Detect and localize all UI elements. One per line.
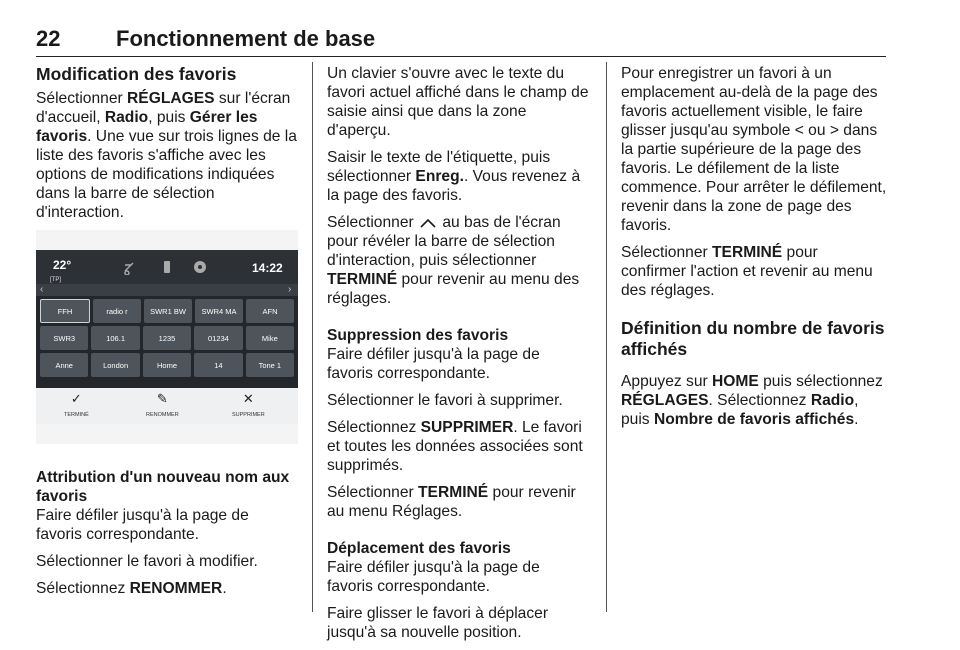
page-number: 22	[36, 26, 61, 51]
paragraph: Pour enregistrer un favori à un emplacement au-delà de la page des favoris actuellement visible, le faire glisser jusqu'au symbole < ou > dans la partie supérieure de la page des favoris. Le défilement de la liste commence. Pour arrêter le défilement, revenir dans la zone de page des favoris.	[621, 65, 887, 234]
chevron-left-icon[interactable]: ‹	[40, 284, 44, 295]
favourite-button[interactable]: 106.1	[91, 326, 139, 350]
favourite-button[interactable]: SWR1 BW	[144, 299, 192, 323]
close-icon: ✕	[242, 391, 254, 406]
favourite-button[interactable]: Anne	[40, 353, 88, 377]
column-divider	[312, 62, 313, 612]
clock: 14:22	[252, 261, 283, 275]
section-heading-count: Définition du nombre de favoris affichés	[621, 318, 885, 359]
checkmark-icon: ✓	[70, 391, 82, 406]
paragraph: Saisir le texte de l'étiquette, puis sélectionner Enreg.. Vous revenez à la page des favoris.	[327, 149, 581, 204]
settings-icon	[192, 259, 208, 275]
paragraph: Sélectionner au bas de l'écran pour révéler la barre de sélection d'interaction, puis sélectionner TERMINÉ pour revenir au menu des réglages.	[327, 214, 580, 307]
action-label: SUPPRIMER	[232, 412, 265, 418]
favourite-button[interactable]: Home	[143, 353, 191, 377]
paragraph: Sélectionner le favori à modifier.	[36, 553, 258, 570]
chevron-right-icon: >	[829, 122, 839, 139]
section-heading-rename: Attribution d'un nouveau nom aux favoris	[36, 469, 290, 505]
favourite-button[interactable]: 14	[194, 353, 242, 377]
status-bar	[36, 250, 298, 284]
favourite-button[interactable]: AFN	[246, 299, 294, 323]
chevron-up-icon	[418, 217, 438, 229]
section-heading-delete: Suppression des favoris	[327, 327, 509, 344]
favourite-button[interactable]: FFH	[40, 299, 90, 323]
rename-action-button[interactable]	[146, 391, 179, 425]
section-heading-modification: Modification des favoris	[36, 64, 237, 84]
favourite-button[interactable]: 1235	[143, 326, 191, 350]
chevron-left-icon: <	[794, 122, 804, 139]
paragraph: Appuyez sur HOME puis sélectionnez RÉGLAGES. Sélectionnez Radio, puis Nombre de favoris affichés.	[621, 373, 883, 428]
chevron-right-icon[interactable]: ›	[288, 284, 292, 295]
favourite-button[interactable]: SWR3	[40, 326, 88, 350]
page-header	[36, 22, 886, 57]
paragraph: Sélectionnez SUPPRIMER. Le favori et toutes les données associées sont supprimés.	[327, 419, 583, 474]
favourite-button[interactable]: Mike	[246, 326, 294, 350]
favourite-button[interactable]: 01234	[194, 326, 242, 350]
column-divider	[606, 62, 607, 612]
done-action-button[interactable]	[64, 391, 89, 425]
paragraph: Faire défiler jusqu'à la page de favoris correspondante.	[36, 507, 249, 543]
music-icon	[121, 259, 137, 275]
paragraph: Faire glisser le favori à déplacer jusqu'à sa nouvelle position.	[327, 605, 549, 641]
paragraph: Sélectionner le favori à supprimer.	[327, 392, 563, 409]
paragraph: Sélectionner RÉGLAGES sur l'écran d'accueil, Radio, puis Gérer les favoris. Une vue sur trois lignes de la liste des favoris s'affiche avec les options de modifications indiquées dans la barre de sélection d'interaction.	[36, 90, 297, 221]
column-2	[327, 64, 589, 650]
pencil-icon: ✎	[156, 391, 168, 406]
paragraph: Sélectionner TERMINÉ pour confirmer l'action et revenir au menu des réglages.	[621, 244, 873, 299]
page-title: Fonctionnement de base	[116, 26, 376, 51]
favourite-button[interactable]: SWR4 MA	[195, 299, 243, 323]
section-heading-move: Déplacement des favoris	[327, 540, 511, 557]
page-navigation	[36, 284, 298, 296]
column-3	[621, 64, 887, 437]
phone-icon	[159, 259, 175, 275]
favourites-grid	[40, 299, 294, 380]
delete-action-button[interactable]	[232, 391, 265, 425]
action-label: RENOMMER	[146, 412, 179, 418]
column-1	[36, 64, 298, 606]
action-label: TERMINÉ	[64, 412, 89, 418]
paragraph: Faire défiler jusqu'à la page de favoris correspondante.	[327, 346, 540, 382]
temperature: 22°	[53, 258, 72, 272]
paragraph: Faire défiler jusqu'à la page de favoris correspondante.	[327, 559, 540, 595]
favourite-button[interactable]: radio r	[93, 299, 141, 323]
paragraph: Sélectionnez RENOMMER.	[36, 580, 227, 597]
paragraph: Sélectionner TERMINÉ pour revenir au menu Réglages.	[327, 484, 576, 520]
favourite-button[interactable]: London	[91, 353, 139, 377]
paragraph: Un clavier s'ouvre avec le texte du favori actuel affiché dans le champ de saisie ainsi que dans la zone d'aperçu.	[327, 65, 589, 139]
interaction-selector-bar	[36, 388, 298, 424]
radio-favourites-screenshot	[36, 230, 298, 444]
favourite-button[interactable]: Tone 1	[246, 353, 294, 377]
tp-indicator: [TP]	[50, 277, 62, 283]
